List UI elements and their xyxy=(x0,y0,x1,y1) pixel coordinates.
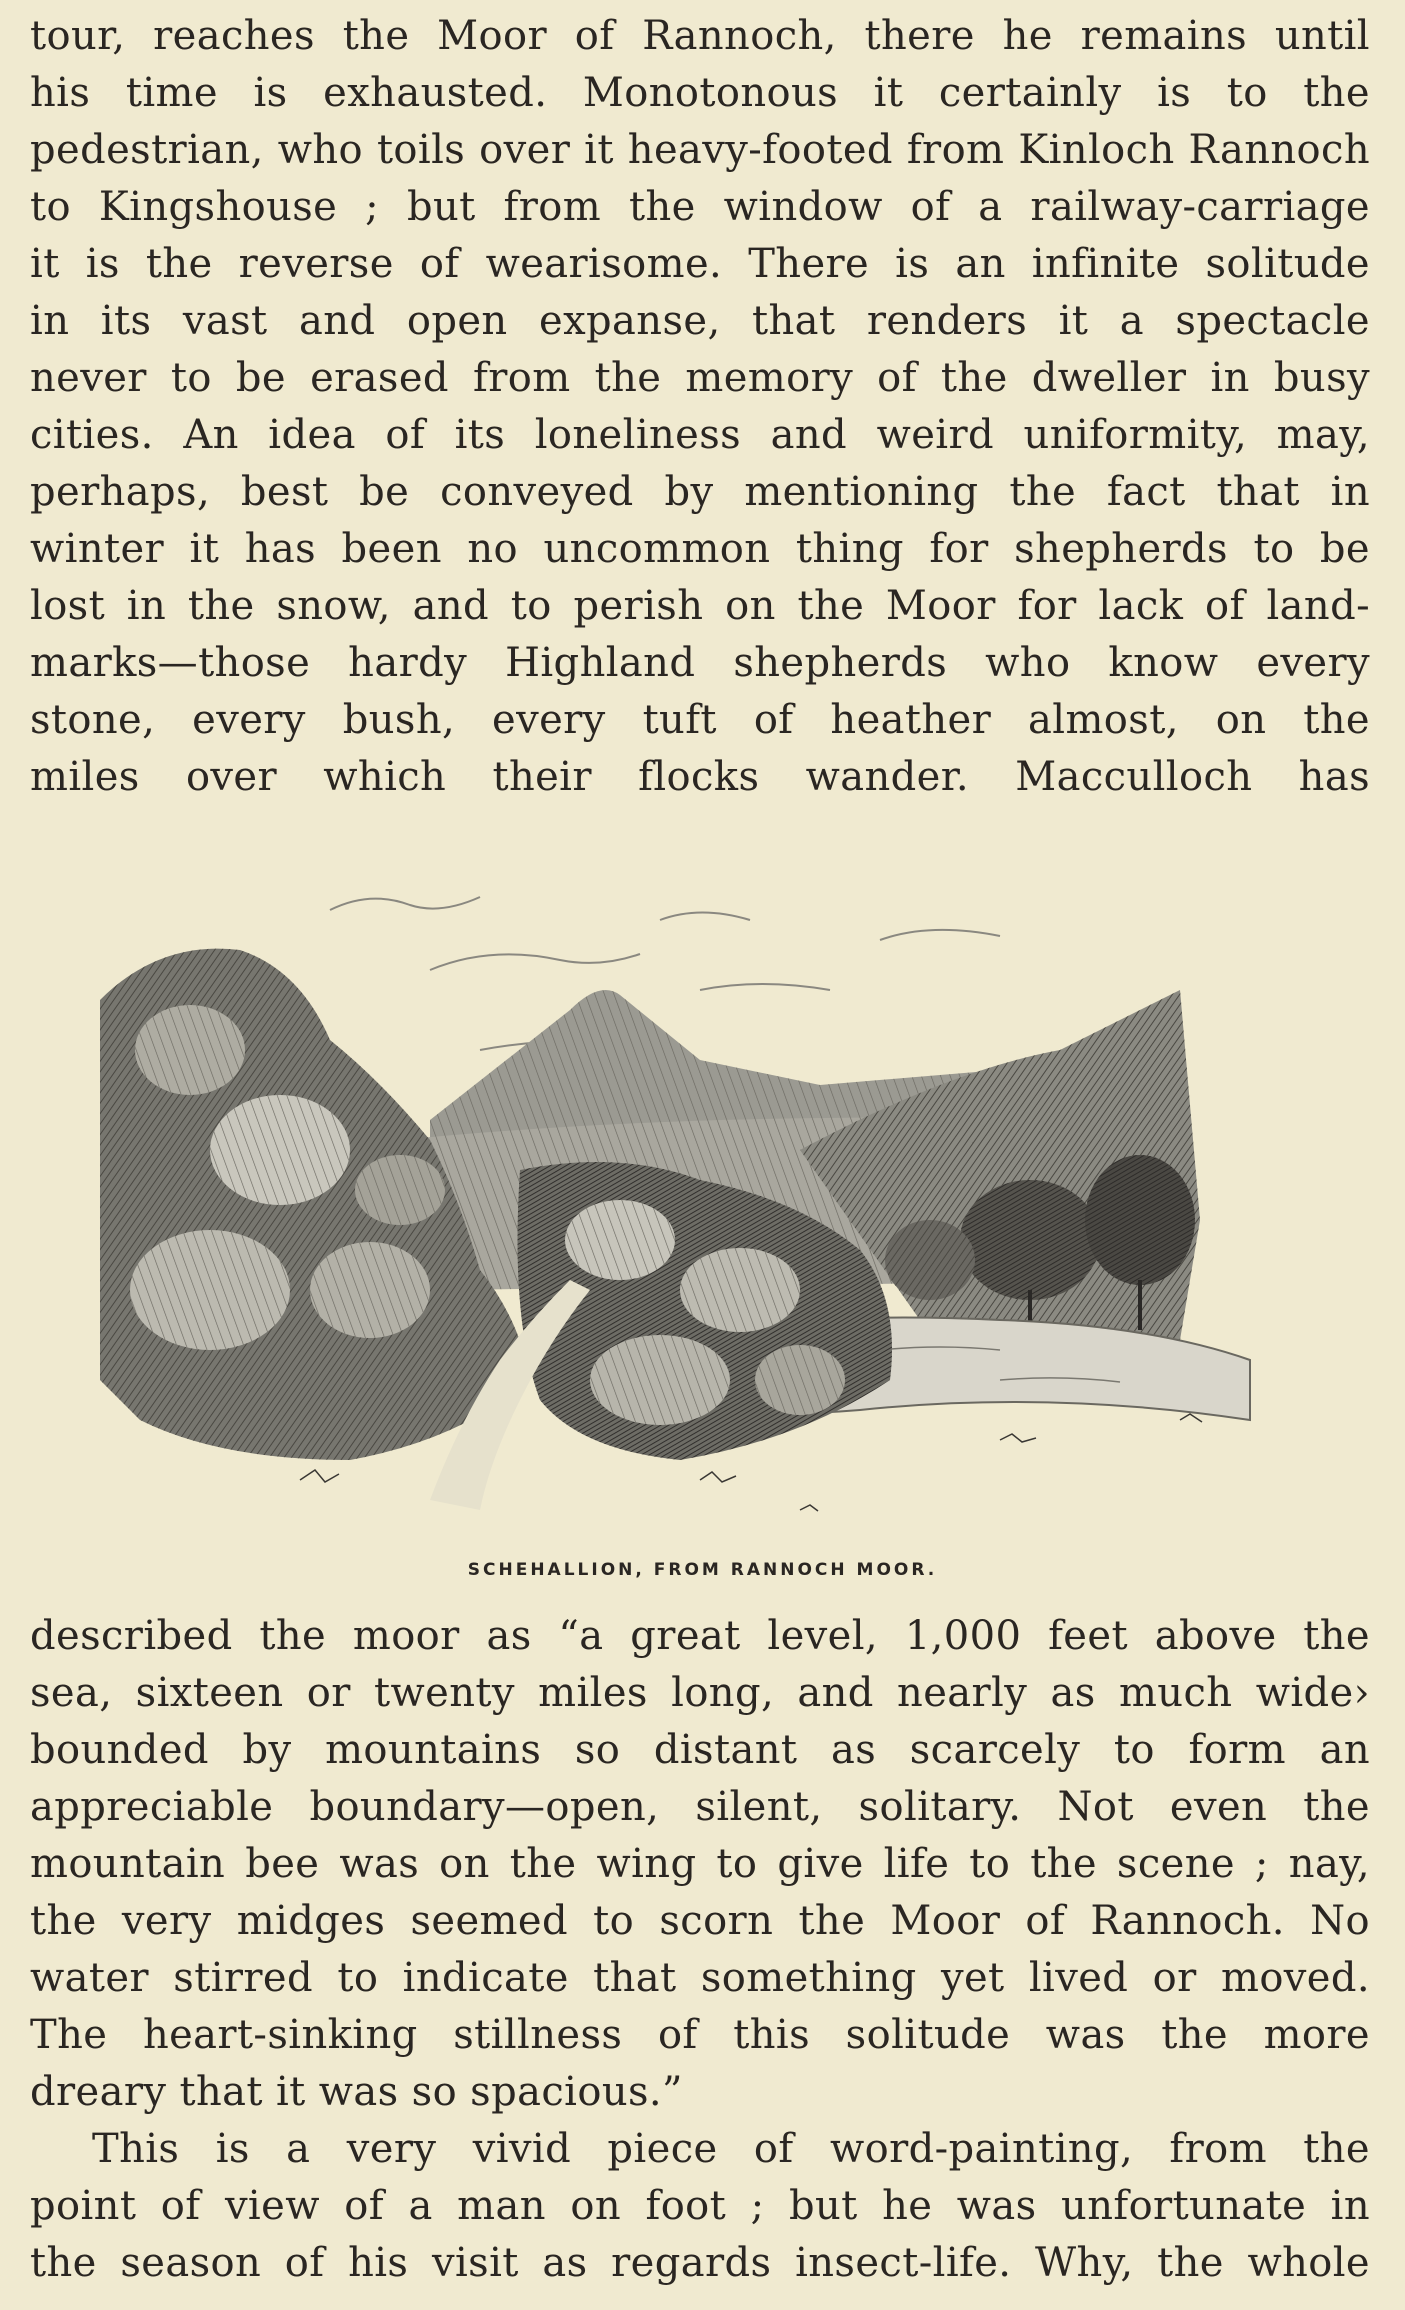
text-line: dreary that it was so spacious.” xyxy=(30,2069,683,2115)
text-line: miles over which their flocks wander. Macculloch has xyxy=(30,754,1370,800)
text-line: water stirred to indicate that something yet lived or moved. xyxy=(30,1955,1370,2001)
text-line: the very midges seemed to scorn the Moor of Rannoch. No xyxy=(30,1898,1370,1944)
text-line: This is a very vivid piece of word-painting, from the xyxy=(92,2126,1370,2172)
text-line: in its vast and open expanse, that renders it a spectacle xyxy=(30,298,1370,344)
text-line: stone, every bush, every tuft of heather almost, on the xyxy=(30,697,1370,743)
text-line: tour, reaches the Moor of Rannoch, there he remains until xyxy=(30,13,1370,59)
text-line: appreciable boundary—open, silent, solitary. Not even the xyxy=(30,1784,1370,1830)
text-line: The heart-sinking stillness of this solitude was the more xyxy=(30,2012,1370,2058)
text-line: to Kingshouse ; but from the window of a railway-carriage xyxy=(30,184,1370,230)
text-line: his time is exhausted. Monotonous it certainly is to the xyxy=(30,70,1370,116)
text-line: bounded by mountains so distant as scarcely to form an xyxy=(30,1727,1370,1773)
sky-clouds xyxy=(330,897,1000,1050)
text-line: it is the reverse of wearisome. There is an infinite solitude xyxy=(30,241,1370,287)
text-line: described the moor as “a great level, 1,000 feet above the xyxy=(30,1613,1370,1659)
top-paragraph xyxy=(30,8,1370,806)
text-line: lost in the snow, and to perish on the Moor for lack of land- xyxy=(30,583,1370,629)
text-line: point of view of a man on foot ; but he was unfortunate in xyxy=(30,2183,1370,2229)
text-line: pedestrian, who toils over it heavy-footed from Kinloch Rannoch xyxy=(30,127,1370,173)
text-line: never to be erased from the memory of the dweller in busy xyxy=(30,355,1370,401)
text-line: mountain bee was on the wing to give life to the scene ; nay, xyxy=(30,1841,1370,1887)
bottom-paragraphs xyxy=(30,1608,1370,2292)
illustration-caption: SCHEHALLION, FROM RANNOCH MOOR. xyxy=(467,1560,938,1580)
landscape-engraving xyxy=(100,820,1300,1540)
text-line: marks—those hardy Highland shepherds who know every xyxy=(30,640,1370,686)
text-line: sea, sixteen or twenty miles long, and nearly as much wide› xyxy=(30,1670,1370,1716)
text-line: perhaps, best be conveyed by mentioning the fact that in xyxy=(30,469,1370,515)
text-line: the season of his visit as regards insect-life. Why, the whole xyxy=(30,2240,1370,2286)
text-line: cities. An idea of its loneliness and weird uniformity, may, xyxy=(30,412,1370,458)
text-line: winter it has been no uncommon thing for shepherds to be xyxy=(30,526,1370,572)
